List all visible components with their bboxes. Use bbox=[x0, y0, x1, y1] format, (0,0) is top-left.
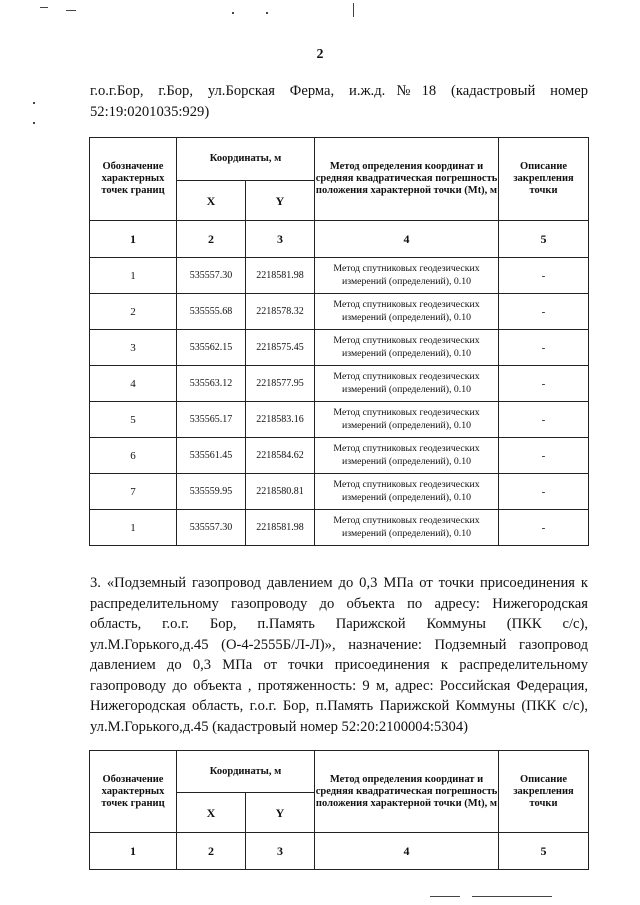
point-number: 2 bbox=[90, 294, 177, 330]
coord-y: 2218584.62 bbox=[246, 438, 315, 474]
scan-mark bbox=[40, 7, 48, 8]
method-text: Метод спутниковых геодезических измерений (определений), 0.10 bbox=[315, 294, 499, 330]
table-row bbox=[90, 258, 589, 294]
scan-mark bbox=[33, 122, 35, 124]
coordinates-table-2 bbox=[89, 750, 589, 870]
coord-y: 2218583.16 bbox=[246, 402, 315, 438]
table-row bbox=[90, 402, 589, 438]
table-row bbox=[90, 474, 589, 510]
paragraph-object-3: 3. «Подземный газопровод давлением до 0,3 МПа от точки присоединения к распределительному газопроводу до объекта по адресу: Нижегородская область, г.о.г. Бор, п.Память Парижской Коммуны (ПКК с/с), ул.М.Горького,д.45 (О-4-2555Б/Л-Л)», назначение: Подземный газопровод давлением до 0,3 МПа от точки присоединения к распределительному газопроводу до объекта , протяженность: 9 м, адрес: Российская Федерация, Нижегородская область, г.о.г. Бор, п.Память Парижской Коммуны (ПКК с/с), ул.М.Горького,д.45 (кадастровый номер 52:20:2100004:5304) bbox=[90, 575, 588, 735]
point-number: 4 bbox=[90, 366, 177, 402]
coord-x: 535565.17 bbox=[177, 402, 246, 438]
method-text: Метод спутниковых геодезических измерений (определений), 0.10 bbox=[315, 510, 499, 546]
point-number: 1 bbox=[90, 510, 177, 546]
fixing-description: - bbox=[499, 330, 589, 366]
coord-x: 535555.68 bbox=[177, 294, 246, 330]
header-description: Описание закрепления точки bbox=[499, 751, 589, 833]
table-row bbox=[90, 438, 589, 474]
coord-y: 2218580.81 bbox=[246, 474, 315, 510]
coordinates-table bbox=[89, 137, 589, 546]
fixing-description: - bbox=[499, 294, 589, 330]
point-number: 7 bbox=[90, 474, 177, 510]
scan-mark bbox=[266, 12, 268, 14]
scan-mark bbox=[353, 3, 354, 17]
col-number: 3 bbox=[246, 221, 315, 258]
coord-x: 535559.95 bbox=[177, 474, 246, 510]
method-text: Метод спутниковых геодезических измерений (определений), 0.10 bbox=[315, 474, 499, 510]
header-x: X bbox=[177, 793, 246, 833]
header-coordinates: Координаты, м bbox=[177, 751, 315, 793]
scan-mark bbox=[472, 896, 552, 897]
coord-y: 2218578.32 bbox=[246, 294, 315, 330]
method-text: Метод спутниковых геодезических измерений (определений), 0.10 bbox=[315, 366, 499, 402]
header-y: Y bbox=[246, 793, 315, 833]
header-description: Описание закрепления точки bbox=[499, 138, 589, 221]
table-row bbox=[90, 330, 589, 366]
coord-y: 2218575.45 bbox=[246, 330, 315, 366]
header-method: Метод определения координат и средняя квадратическая погрешность положения характерной точки (Mt), м bbox=[315, 751, 499, 833]
fixing-description: - bbox=[499, 258, 589, 294]
col-number: 2 bbox=[177, 833, 246, 870]
fixing-description: - bbox=[499, 366, 589, 402]
header-method: Метод определения координат и средняя квадратическая погрешность положения характерной точки (Mt), м bbox=[315, 138, 499, 221]
col-number: 1 bbox=[90, 833, 177, 870]
fixing-description: - bbox=[499, 474, 589, 510]
scan-mark bbox=[232, 12, 234, 14]
coord-x: 535557.30 bbox=[177, 510, 246, 546]
method-text: Метод спутниковых геодезических измерений (определений), 0.10 bbox=[315, 258, 499, 294]
header-x: X bbox=[177, 181, 246, 221]
point-number: 6 bbox=[90, 438, 177, 474]
method-text: Метод спутниковых геодезических измерений (определений), 0.10 bbox=[315, 330, 499, 366]
page-number: 2 bbox=[316, 47, 324, 62]
header-y: Y bbox=[246, 181, 315, 221]
fixing-description: - bbox=[499, 510, 589, 546]
col-number: 3 bbox=[246, 833, 315, 870]
coord-x: 535561.45 bbox=[177, 438, 246, 474]
scan-mark bbox=[430, 896, 460, 897]
coord-x: 535562.15 bbox=[177, 330, 246, 366]
col-number: 5 bbox=[499, 221, 589, 258]
coord-y: 2218581.98 bbox=[246, 258, 315, 294]
fixing-description: - bbox=[499, 438, 589, 474]
fixing-description: - bbox=[499, 402, 589, 438]
table-row bbox=[90, 294, 589, 330]
method-text: Метод спутниковых геодезических измерений (определений), 0.10 bbox=[315, 438, 499, 474]
col-number: 1 bbox=[90, 221, 177, 258]
table-row bbox=[90, 510, 589, 546]
header-points: Обозначение характерных точек границ bbox=[90, 138, 177, 221]
point-number: 3 bbox=[90, 330, 177, 366]
paragraph-address: г.о.г.Бор, г.Бор, ул.Борская Ферма, и.ж.д.№18 (кадастровый номер 52:19:0201035:929) bbox=[90, 83, 588, 120]
scan-mark bbox=[33, 102, 35, 104]
coord-x: 535557.30 bbox=[177, 258, 246, 294]
col-number: 2 bbox=[177, 221, 246, 258]
point-number: 1 bbox=[90, 258, 177, 294]
coord-y: 2218581.98 bbox=[246, 510, 315, 546]
coord-x: 535563.12 bbox=[177, 366, 246, 402]
scan-mark bbox=[66, 10, 76, 11]
method-text: Метод спутниковых геодезических измерений (определений), 0.10 bbox=[315, 402, 499, 438]
header-points: Обозначение характерных точек границ bbox=[90, 751, 177, 833]
header-coordinates: Координаты, м bbox=[177, 138, 315, 181]
point-number: 5 bbox=[90, 402, 177, 438]
col-number: 4 bbox=[315, 221, 499, 258]
table-row bbox=[90, 366, 589, 402]
col-number: 5 bbox=[499, 833, 589, 870]
coord-y: 2218577.95 bbox=[246, 366, 315, 402]
col-number: 4 bbox=[315, 833, 499, 870]
